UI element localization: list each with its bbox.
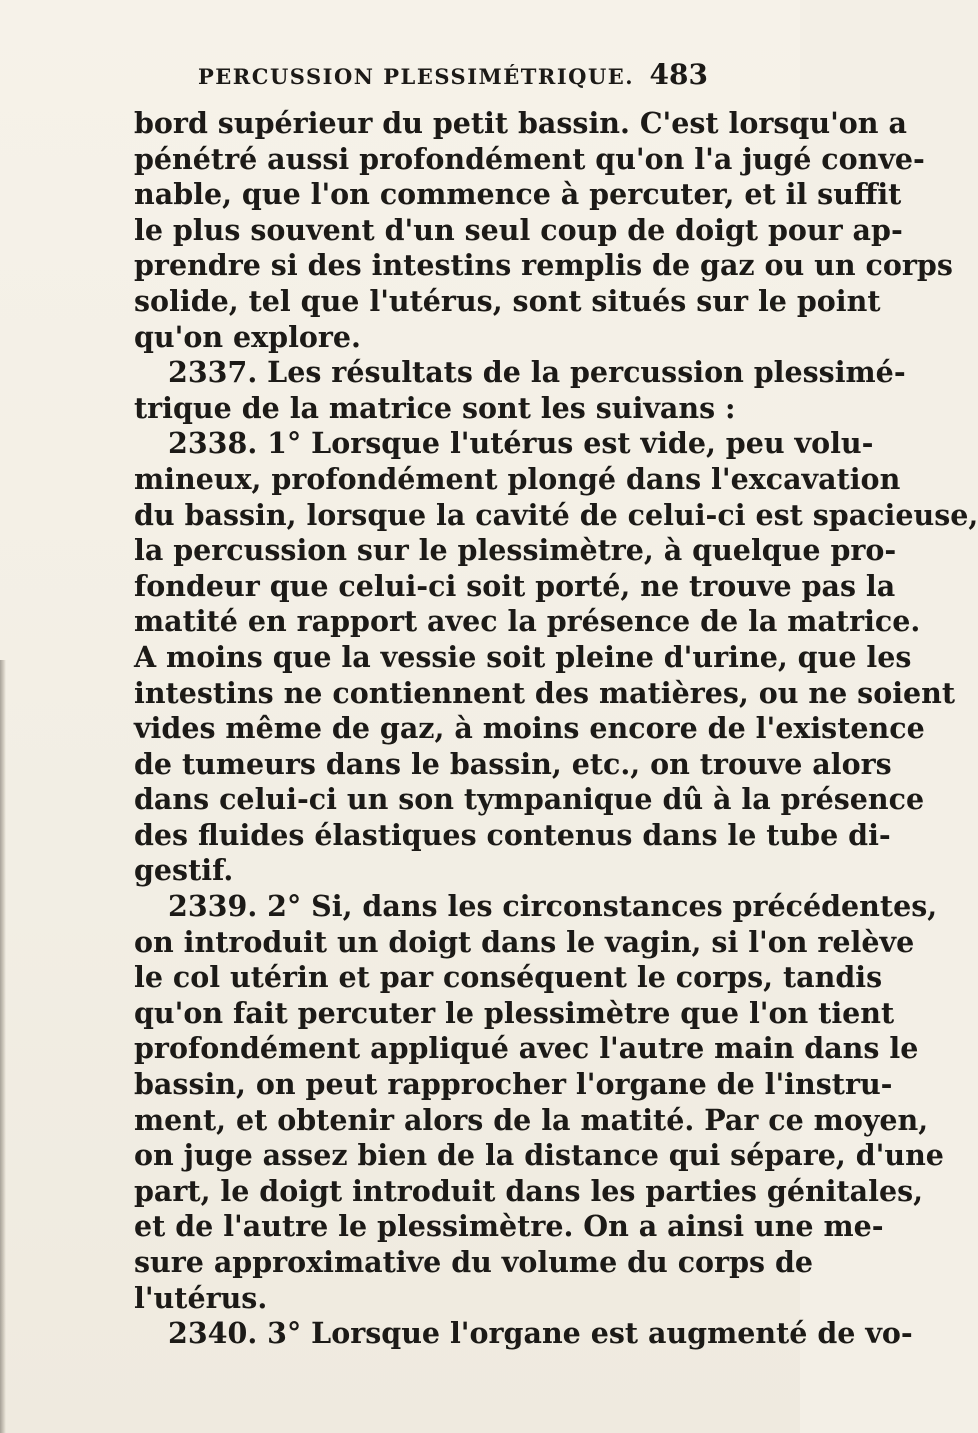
page-header [198, 58, 708, 98]
text-line: l'utérus. [134, 1280, 268, 1315]
text-line: vides même de gaz, à moins encore de l'existence [134, 711, 925, 746]
text-line: mineux, profondément plongé dans l'excavation [134, 461, 901, 496]
paragraph-2337-start: 2337. Les résultats de la percussion plessimé- [168, 355, 906, 390]
text-line: nable, que l'on commence à percuter, et il suffit [134, 177, 902, 212]
text-line: la percussion sur le plessimètre, à quelque pro- [134, 533, 897, 568]
text-line: de tumeurs dans le bassin, etc., on trouve alors [134, 746, 892, 781]
text-line: bord supérieur du petit bassin. C'est lorsqu'on a [134, 106, 907, 140]
text-line: solide, tel que l'utérus, sont situés sur le point [134, 283, 881, 318]
text-line: pénétré aussi profondément qu'on l'a jugé conve- [134, 141, 925, 176]
text-line: prendre si des intestins remplis de gaz ou un corps [134, 248, 953, 283]
page-gutter-shadow [0, 660, 6, 1433]
text-line: trique de la matrice sont les suivans : [134, 390, 736, 425]
body-text [134, 106, 978, 1352]
text-line: dans celui-ci un son tympanique dû à la présence [134, 782, 925, 817]
text-line: qu'on fait percuter le plessimètre que l'on tient [134, 995, 895, 1030]
text-line: le col utérin et par conséquent le corps, tandis [134, 960, 883, 995]
text-line: sure approximative du volume du corps de [134, 1245, 814, 1279]
text-line: on juge assez bien de la distance qui sépare, d'une [134, 1138, 944, 1173]
text-line: des fluides élastiques contenus dans le tube di- [134, 817, 891, 852]
text-line: fondeur que celui-ci soit porté, ne trouve pas la [134, 568, 896, 603]
text-line: A moins que la vessie soit pleine d'urine, que les [134, 639, 912, 674]
text-line: et de l'autre le plessimètre. On a ainsi une me- [134, 1209, 884, 1244]
text-line: gestif. [134, 853, 234, 888]
text-line: du bassin, lorsque la cavité de celui-ci est spacieuse, [134, 497, 978, 532]
text-line: matité en rapport avec la présence de la matrice. [134, 604, 921, 639]
text-line: ment, et obtenir alors de la matité. Par ce moyen, [134, 1102, 929, 1137]
running-title: PERCUSSION PLESSIMÉTRIQUE. [198, 64, 635, 89]
text-line: qu'on explore. [134, 319, 361, 354]
page-number: 483 [649, 58, 708, 91]
text-line: intestins ne contiennent des matières, ou ne soient [134, 675, 956, 710]
text-line: profondément appliqué avec l'autre main dans le [134, 1031, 919, 1066]
text-line: le plus souvent d'un seul coup de doigt pour ap- [134, 212, 903, 247]
text-line: on introduit un doigt dans le vagin, si l'on relève [134, 924, 915, 959]
paragraph-2339-start: 2339. 2° Si, dans les circonstances précédentes, [168, 889, 938, 924]
paragraph-2340-start: 2340. 3° Lorsque l'organe est augmenté de vo- [168, 1316, 913, 1351]
text-line: bassin, on peut rapprocher l'organe de l'instru- [134, 1067, 893, 1102]
text-line: part, le doigt introduit dans les parties génitales, [134, 1173, 924, 1208]
paragraph-2338-start: 2338. 1° Lorsque l'utérus est vide, peu volu- [168, 426, 874, 461]
